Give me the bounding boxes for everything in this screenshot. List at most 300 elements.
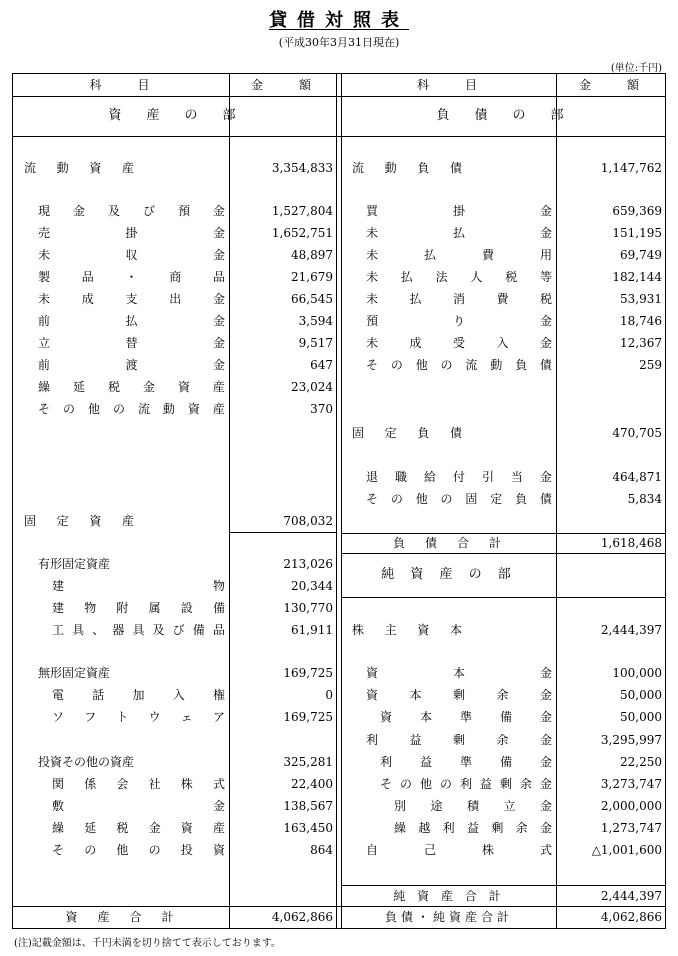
liability-row-label bbox=[366, 332, 552, 354]
liability-row-label-char: 動 bbox=[384, 161, 397, 175]
liability-row-label-char: 用 bbox=[539, 248, 552, 262]
net-asset-row-label-char: の bbox=[399, 777, 412, 791]
asset-row-label bbox=[52, 619, 225, 641]
asset-row-label-char: の bbox=[84, 843, 97, 857]
asset-row-label-char: 具 bbox=[132, 623, 145, 637]
liability-row-label-char: 債 bbox=[539, 358, 552, 372]
asset-row-label-char: ア bbox=[212, 710, 225, 724]
assets-section-title: 資 産 の 部 bbox=[108, 108, 242, 123]
liability-row-amount: 151,195 bbox=[612, 226, 662, 240]
asset-row-label-char: 敷 bbox=[52, 799, 65, 813]
asset-row-label-char: 前 bbox=[38, 314, 51, 328]
asset-row-label-char: 加 bbox=[132, 688, 145, 702]
asset-row-label-char: 繰 bbox=[38, 380, 51, 394]
net-asset-row-label-char: 剰 bbox=[491, 821, 504, 835]
liability-row-label bbox=[366, 354, 552, 376]
liability-row-label-char: そ bbox=[366, 358, 379, 372]
asset-row-label-char: 産 bbox=[121, 161, 134, 175]
asset-row-label-char: 金 bbox=[142, 380, 155, 394]
net-asset-row-label-char: 株 bbox=[352, 623, 365, 637]
asset-row-label-char: 物 bbox=[212, 579, 225, 593]
net-asset-row-label-char: 余 bbox=[519, 777, 532, 791]
net-asset-row-label bbox=[366, 839, 552, 861]
asset-row-amount: 138,567 bbox=[283, 799, 333, 813]
net-asset-row-label-char: 余 bbox=[496, 733, 509, 747]
asset-row-label-char: 産 bbox=[212, 380, 225, 394]
asset-row-amount: 9,517 bbox=[298, 336, 333, 350]
net-asset-row-label-char: 他 bbox=[419, 777, 432, 791]
center-divider-a bbox=[336, 73, 337, 929]
asset-row-label: 有形固定資産 bbox=[38, 557, 111, 571]
header-rule bbox=[12, 96, 666, 97]
asset-item-header: 科 目 bbox=[89, 78, 154, 92]
asset-row-label-char: 資 bbox=[177, 380, 190, 394]
asset-amount-header: 金 額 bbox=[250, 78, 315, 92]
liability-row-label-char: 預 bbox=[366, 314, 379, 328]
asset-row-label-char: 金 bbox=[212, 336, 225, 350]
asset-row-amount: 864 bbox=[310, 843, 333, 857]
asset-row-label-char: 品 bbox=[81, 270, 94, 284]
liability-row-label-char: の bbox=[440, 358, 453, 372]
liability-row-label-char: 付 bbox=[452, 470, 465, 484]
net-asset-row-label-char: 途 bbox=[430, 799, 443, 813]
net-asset-row-label-char: 本 bbox=[409, 688, 422, 702]
net-asset-row-amount: 3,295,997 bbox=[600, 733, 662, 747]
liability-row-label bbox=[366, 288, 552, 310]
liability-row-label-char: 職 bbox=[394, 470, 407, 484]
asset-row-label-char: 及 bbox=[107, 204, 120, 218]
asset-row-label-char: 資 bbox=[89, 514, 102, 528]
asset-row-label-char: 預 bbox=[177, 204, 190, 218]
net-asset-row-label bbox=[366, 684, 552, 706]
net-asset-row-label-char: 本 bbox=[449, 623, 462, 637]
asset-row-label bbox=[24, 510, 134, 532]
asset-row-label-char: 係 bbox=[84, 777, 97, 791]
asset-row-label bbox=[38, 244, 225, 266]
net-assets-total-label: 純 資 産 合 計 bbox=[393, 889, 505, 903]
asset-row-label-char: 現 bbox=[38, 204, 51, 218]
asset-row-label-char: 他 bbox=[116, 843, 129, 857]
liability-row-label bbox=[352, 157, 462, 179]
asset-row-amount: 3,354,833 bbox=[271, 161, 333, 175]
liability-row-label-char: の bbox=[390, 358, 403, 372]
asset-row-amount: 708,032 bbox=[283, 514, 333, 528]
asset-row-label-char: 属 bbox=[148, 601, 161, 615]
net-asset-row-label-char: 益 bbox=[466, 821, 479, 835]
liability-row-label-char: 未 bbox=[366, 336, 379, 350]
liability-row-label bbox=[366, 222, 552, 244]
asset-row-label bbox=[52, 706, 225, 728]
asset-row-label-char: 成 bbox=[81, 292, 94, 306]
asset-row-label bbox=[38, 288, 225, 310]
asset-row-label bbox=[24, 157, 134, 179]
net-asset-row-label-char: 剰 bbox=[452, 688, 465, 702]
liability-row-label-char: 未 bbox=[366, 248, 379, 262]
liability-row-amount: 659,369 bbox=[612, 204, 662, 218]
liability-row-label-char: り bbox=[452, 314, 465, 328]
asset-row-amount: 647 bbox=[310, 358, 333, 372]
net-asset-row-label bbox=[352, 619, 462, 641]
asset-row-label-char: そ bbox=[52, 843, 65, 857]
liability-row-label-char: 引 bbox=[481, 470, 494, 484]
asset-row-label-char: 商 bbox=[169, 270, 182, 284]
net-asset-row-label bbox=[394, 795, 552, 817]
net-asset-row-label-char: 繰 bbox=[394, 821, 407, 835]
net-asset-row-label bbox=[380, 706, 552, 728]
net-asset-row-label bbox=[366, 662, 552, 684]
asset-row-amount: 0 bbox=[325, 688, 333, 702]
net-asset-row-amount: 2,444,397 bbox=[600, 623, 662, 637]
asset-row-label-char: ェ bbox=[180, 710, 193, 724]
asset-row-label-char: 収 bbox=[125, 248, 138, 262]
liability-row-label-char: 金 bbox=[539, 470, 552, 484]
fixed-assets-rule bbox=[229, 532, 336, 533]
asset-row-label-char: 金 bbox=[212, 204, 225, 218]
net-asset-row-label bbox=[394, 817, 552, 839]
liability-row-label-char: 当 bbox=[510, 470, 523, 484]
asset-row-label-char: 替 bbox=[125, 336, 138, 350]
liabilities-total-bottom-rule bbox=[341, 553, 666, 554]
asset-row-label-char: 金 bbox=[212, 248, 225, 262]
asset-row-label-char: 未 bbox=[38, 248, 51, 262]
asset-row-label-char: 建 bbox=[52, 601, 65, 615]
liability-row-label-char: 未 bbox=[366, 292, 379, 306]
liability-row-label-char: 債 bbox=[449, 426, 462, 440]
net-asset-row-label-char: 金 bbox=[539, 799, 552, 813]
liability-row-amount: 12,367 bbox=[620, 336, 662, 350]
asset-row-label-char: 動 bbox=[162, 402, 175, 416]
footnote: (注)記載金額は、千円未満を切り捨てて表示しております。 bbox=[14, 938, 282, 949]
asset-row-label-char: 立 bbox=[38, 336, 51, 350]
liability-row-label-char: 払 bbox=[452, 226, 465, 240]
net-asset-row-label-char: 余 bbox=[496, 688, 509, 702]
liability-row-label-char: そ bbox=[366, 492, 379, 506]
asset-row-label-char: 金 bbox=[148, 821, 161, 835]
asset-row-label-char: 産 bbox=[212, 402, 225, 416]
asset-row-label-char: 品 bbox=[212, 623, 225, 637]
assets-total-amount: 4,062,866 bbox=[271, 910, 333, 924]
asset-row-amount: 370 bbox=[310, 402, 333, 416]
asset-row-label-char: 渡 bbox=[125, 358, 138, 372]
liability-row-label-char: 金 bbox=[539, 336, 552, 350]
asset-row-label-char: 金 bbox=[212, 292, 225, 306]
liability-row-label-char: 他 bbox=[415, 358, 428, 372]
liability-row-amount: 470,705 bbox=[612, 426, 662, 440]
net-asset-row-label-char: 資 bbox=[417, 623, 430, 637]
net-asset-row-label-char: 剰 bbox=[452, 733, 465, 747]
liability-row-amount: 53,931 bbox=[620, 292, 662, 306]
net-asset-row-label-char: 益 bbox=[409, 733, 422, 747]
asset-row-label-char: 売 bbox=[38, 226, 51, 240]
net-asset-row-label-char: 金 bbox=[539, 755, 552, 769]
net-asset-row-label-char: 主 bbox=[384, 623, 397, 637]
asset-row-label-char: 話 bbox=[92, 688, 105, 702]
asset-row-label-char: 延 bbox=[84, 821, 97, 835]
asset-row-label: 投資その他の資産 bbox=[38, 755, 135, 769]
grand-total-label: 負債・純資産合計 bbox=[384, 910, 513, 924]
assets-total-label: 資 産 合 計 bbox=[65, 910, 178, 924]
liability-row-label-char: 税 bbox=[539, 292, 552, 306]
asset-row-label-char: 固 bbox=[24, 514, 37, 528]
liability-row-label bbox=[366, 310, 552, 332]
net-asset-row-label-char: の bbox=[439, 777, 452, 791]
asset-row-label bbox=[38, 398, 225, 420]
net-asset-row-amount: 2,000,000 bbox=[600, 799, 662, 813]
asset-row-amount: 169,725 bbox=[283, 666, 333, 680]
liability-row-label-char: 払 bbox=[423, 248, 436, 262]
net-asset-row-label bbox=[380, 751, 552, 773]
asset-row-amount: 325,281 bbox=[283, 755, 333, 769]
net-asset-row-label-char: 自 bbox=[366, 843, 379, 857]
liability-item-header: 科 目 bbox=[416, 78, 481, 92]
net-asset-row-label-char: 金 bbox=[539, 710, 552, 724]
asset-row-label-char: 電 bbox=[52, 688, 65, 702]
liability-row-label-char: 金 bbox=[539, 226, 552, 240]
net-asset-row-label-char: 金 bbox=[539, 777, 552, 791]
asset-row-label-char: 社 bbox=[148, 777, 161, 791]
liability-row-label bbox=[366, 266, 552, 288]
liability-row-label-char: 負 bbox=[417, 161, 430, 175]
liability-row-label-char: 給 bbox=[423, 470, 436, 484]
asset-row-label bbox=[52, 795, 225, 817]
asset-row-label-char: フ bbox=[84, 710, 97, 724]
asset-row-amount: 21,679 bbox=[291, 270, 333, 284]
asset-row-label-char: 未 bbox=[38, 292, 51, 306]
net-asset-row-label-char: 準 bbox=[459, 755, 472, 769]
asset-row-label-char: 備 bbox=[212, 601, 225, 615]
liability-row-label-char: 受 bbox=[452, 336, 465, 350]
liability-row-label-char: 法 bbox=[435, 270, 448, 284]
asset-row-label bbox=[52, 839, 225, 861]
asset-row-label-char: 会 bbox=[116, 777, 129, 791]
liability-row-label-char: 掛 bbox=[452, 204, 465, 218]
asset-row-label-char: 金 bbox=[212, 358, 225, 372]
asset-row-label bbox=[52, 575, 225, 597]
asset-row-amount: 3,594 bbox=[298, 314, 333, 328]
net-asset-row-label-char: 資 bbox=[366, 666, 379, 680]
net-asset-row-label-char: 己 bbox=[423, 843, 436, 857]
liability-row-label-char: 固 bbox=[352, 426, 365, 440]
asset-row-label-char: 他 bbox=[87, 402, 100, 416]
net-asset-row-label-char: 金 bbox=[539, 688, 552, 702]
asset-row-label-char: 資 bbox=[89, 161, 102, 175]
liability-row-label-char: の bbox=[390, 492, 403, 506]
net-asset-row-label-char: 益 bbox=[479, 777, 492, 791]
asset-row-amount: 66,545 bbox=[291, 292, 333, 306]
asset-row-label-char: 品 bbox=[212, 270, 225, 284]
asset-row-label: 無形固定資産 bbox=[38, 666, 111, 680]
liability-row-label-char: 消 bbox=[452, 292, 465, 306]
net-asset-row-label-char: 利 bbox=[459, 777, 472, 791]
liability-row-label-char: 定 bbox=[490, 492, 503, 506]
asset-row-label-char: 流 bbox=[24, 161, 37, 175]
net-asset-row-label-char: 式 bbox=[539, 843, 552, 857]
liability-row-amount: 69,749 bbox=[620, 248, 662, 262]
liability-row-label-char: 負 bbox=[515, 492, 528, 506]
asset-row-label-char: 産 bbox=[212, 821, 225, 835]
asset-row-label-char: ・ bbox=[125, 270, 138, 284]
asset-row-label-char: 式 bbox=[212, 777, 225, 791]
liabilities-section-title: 負 債 の 部 bbox=[436, 108, 570, 123]
asset-row-label-char: 延 bbox=[72, 380, 85, 394]
asset-row-label-char: 税 bbox=[107, 380, 120, 394]
liability-row-label-char: 未 bbox=[366, 226, 379, 240]
asset-row-label bbox=[52, 597, 225, 619]
asset-row-label-char: 流 bbox=[137, 402, 150, 416]
asset-row-amount: 48,897 bbox=[291, 248, 333, 262]
asset-row-label-char: 動 bbox=[56, 161, 69, 175]
asset-row-label bbox=[52, 684, 225, 706]
liability-row-amount: 18,746 bbox=[620, 314, 662, 328]
net-asset-row-amount: 22,250 bbox=[620, 755, 662, 769]
liability-row-label-char: 費 bbox=[496, 292, 509, 306]
net-assets-total-amount: 2,444,397 bbox=[600, 889, 662, 903]
asset-row-label-char: 掛 bbox=[125, 226, 138, 240]
asset-row-label-char: 資 bbox=[187, 402, 200, 416]
asset-row-label bbox=[38, 332, 225, 354]
asset-row-amount: 23,024 bbox=[291, 380, 333, 394]
asset-row-label-char: 資 bbox=[180, 821, 193, 835]
liability-row-label bbox=[366, 200, 552, 222]
asset-row-label-char: 資 bbox=[212, 843, 225, 857]
liability-row-label-char: 固 bbox=[465, 492, 478, 506]
asset-row-label-char: 金 bbox=[212, 799, 225, 813]
asset-row-label-char: 物 bbox=[84, 601, 97, 615]
asset-row-label-char: 払 bbox=[125, 314, 138, 328]
liability-row-label-char: 払 bbox=[400, 270, 413, 284]
net-asset-row-amount: △1,001,600 bbox=[591, 843, 662, 857]
net-asset-row-label-char: 金 bbox=[539, 733, 552, 747]
asset-row-label-char: 金 bbox=[212, 226, 225, 240]
liability-row-label-char: 税 bbox=[505, 270, 518, 284]
asset-row-amount: 130,770 bbox=[283, 601, 333, 615]
asset-row-label-char: 入 bbox=[172, 688, 185, 702]
asset-row-label-char: 投 bbox=[180, 843, 193, 857]
asset-row-label-char: 定 bbox=[56, 514, 69, 528]
asset-row-label-char: 附 bbox=[116, 601, 129, 615]
asset-row-label-char: ウ bbox=[148, 710, 161, 724]
liability-row-label bbox=[366, 466, 552, 488]
net-asset-row-label-char: 本 bbox=[452, 666, 465, 680]
asset-row-label-char: 繰 bbox=[52, 821, 65, 835]
asset-row-label-char: 産 bbox=[121, 514, 134, 528]
asset-row-label-char: 具 bbox=[72, 623, 85, 637]
net-asset-row-label-char: 準 bbox=[459, 710, 472, 724]
net-asset-row-amount: 3,273,747 bbox=[600, 777, 662, 791]
asset-row-label bbox=[38, 310, 225, 332]
net-asset-row-amount: 1,273,747 bbox=[600, 821, 662, 835]
grand-total-amount: 4,062,866 bbox=[600, 910, 662, 924]
net-asset-row-label-char: 金 bbox=[539, 666, 552, 680]
asset-row-amount: 61,911 bbox=[291, 623, 333, 637]
liability-row-label-char: 負 bbox=[417, 426, 430, 440]
asset-row-label-char: 前 bbox=[38, 358, 51, 372]
liability-row-label-char: 退 bbox=[366, 470, 379, 484]
net-asset-row-label-char: 株 bbox=[481, 843, 494, 857]
net-asset-row-label-char: 越 bbox=[418, 821, 431, 835]
liabilities-total-amount: 1,618,468 bbox=[600, 536, 662, 550]
asset-row-label-char: 、 bbox=[92, 623, 105, 637]
section-rule bbox=[12, 136, 666, 137]
net-asset-row-label-char: 利 bbox=[380, 755, 393, 769]
net-asset-row-label-char: 別 bbox=[394, 799, 407, 813]
net-asset-row-label-char: 益 bbox=[419, 755, 432, 769]
net-asset-row-label-char: 余 bbox=[515, 821, 528, 835]
asset-row-label-char: 株 bbox=[180, 777, 193, 791]
net-asset-row-label-char: 利 bbox=[366, 733, 379, 747]
asset-row-label-char: そ bbox=[38, 402, 51, 416]
asset-row-label-char: ソ bbox=[52, 710, 65, 724]
net-asset-row-label-char: 本 bbox=[419, 710, 432, 724]
liability-row-label bbox=[352, 422, 462, 444]
net-asset-row-label-char: 備 bbox=[499, 710, 512, 724]
liability-row-label-char: 負 bbox=[515, 358, 528, 372]
liability-row-label-char: 金 bbox=[539, 204, 552, 218]
asset-row-amount: 20,344 bbox=[291, 579, 333, 593]
asset-row-label-char: 関 bbox=[52, 777, 65, 791]
net-asset-row-label bbox=[366, 729, 552, 751]
net-asset-row-label-char: 利 bbox=[442, 821, 455, 835]
asset-row-amount: 1,652,751 bbox=[271, 226, 333, 240]
asset-row-label-char: 建 bbox=[52, 579, 65, 593]
unit-label: (単位:千円) bbox=[610, 63, 662, 74]
liability-row-label-char: 流 bbox=[352, 161, 365, 175]
net-asset-row-amount: 50,000 bbox=[620, 688, 662, 702]
net-asset-row-amount: 50,000 bbox=[620, 710, 662, 724]
asset-row-label-char: 税 bbox=[116, 821, 129, 835]
page-title: 貸借対照表 bbox=[269, 10, 409, 31]
net-asset-row-label-char: そ bbox=[380, 777, 393, 791]
asset-row-amount: 1,527,804 bbox=[271, 204, 333, 218]
net-asset-row-amount: 100,000 bbox=[612, 666, 662, 680]
asset-row-label bbox=[38, 376, 225, 398]
asset-row-amount: 169,725 bbox=[283, 710, 333, 724]
asset-row-label bbox=[38, 354, 225, 376]
asset-row-label-char: び bbox=[142, 204, 155, 218]
asset-row-label-char: 支 bbox=[125, 292, 138, 306]
liability-row-label bbox=[366, 244, 552, 266]
liability-row-label bbox=[366, 488, 552, 510]
liability-row-label-char: 債 bbox=[539, 492, 552, 506]
net-asset-row-label-char: 剰 bbox=[499, 777, 512, 791]
liability-row-label-char: 入 bbox=[496, 336, 509, 350]
asset-row-label bbox=[38, 222, 225, 244]
net-assets-amount-rule bbox=[556, 597, 666, 598]
asset-row-label-char: 金 bbox=[212, 314, 225, 328]
asset-row-label bbox=[52, 817, 225, 839]
net-asset-row-label-char: 資 bbox=[380, 710, 393, 724]
net-assets-section-title: 純 資 産 の 部 bbox=[381, 567, 517, 582]
asset-row-label-char: の bbox=[148, 843, 161, 857]
liability-row-amount: 5,834 bbox=[627, 492, 662, 506]
liability-row-label-char: 人 bbox=[470, 270, 483, 284]
liability-row-label-char: 費 bbox=[481, 248, 494, 262]
asset-row-label-char: 設 bbox=[180, 601, 193, 615]
net-asset-row-label-char: 立 bbox=[503, 799, 516, 813]
liability-row-label-char: 動 bbox=[490, 358, 503, 372]
asset-row-label-char: 権 bbox=[212, 688, 225, 702]
liability-row-label-char: 買 bbox=[366, 204, 379, 218]
asset-row-label-char: の bbox=[62, 402, 75, 416]
asset-row-label-char: 備 bbox=[192, 623, 205, 637]
liability-row-label-char: 未 bbox=[366, 270, 379, 284]
center-divider-b bbox=[341, 73, 342, 929]
liability-row-label-char: 流 bbox=[465, 358, 478, 372]
liability-row-label-char: 債 bbox=[449, 161, 462, 175]
liabilities-total-label: 負 債 合 計 bbox=[392, 536, 505, 550]
as-of-date: (平成30年3月31日現在) bbox=[278, 36, 400, 49]
liability-row-label-char: 等 bbox=[539, 270, 552, 284]
